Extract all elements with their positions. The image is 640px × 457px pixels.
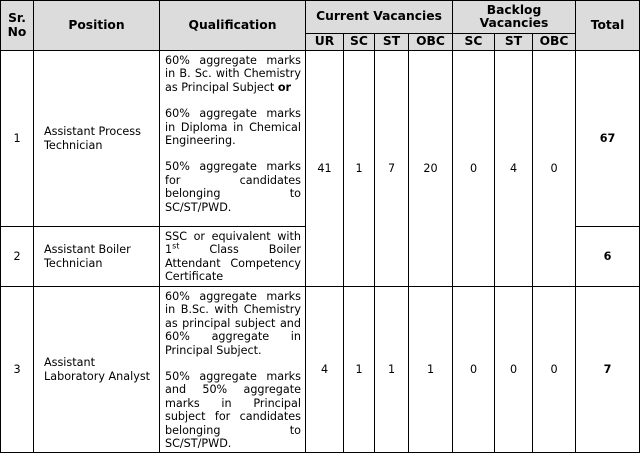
qualification-superscript: st — [172, 241, 180, 251]
subheader-current-st: ST — [375, 34, 409, 51]
position-cell: Assistant Process Technician — [34, 51, 160, 227]
current-obc-cell: 1 — [409, 287, 453, 453]
current-ur-cell: 41 — [306, 51, 344, 287]
qualification-text: 60% aggregate marks in B. Sc. with Chemistry as Principal Subject — [165, 54, 301, 94]
header-qualification: Qualification — [160, 1, 306, 51]
header-total: Total — [576, 1, 640, 51]
header-backlog-vacancies: Backlog Vacancies — [453, 1, 576, 34]
backlog-st-cell: 4 — [495, 51, 533, 287]
current-sc-cell: 1 — [344, 51, 375, 287]
current-obc-cell: 20 — [409, 51, 453, 287]
table-row — [1, 287, 640, 453]
qualification-paragraph — [165, 54, 301, 94]
backlog-sc-cell: 0 — [453, 51, 495, 287]
total-cell: 67 — [576, 51, 640, 227]
qualification-cell — [160, 227, 306, 287]
backlog-st-cell: 0 — [495, 287, 533, 453]
position-cell: Assistant Boiler Technician — [34, 227, 160, 287]
header-row — [1, 1, 640, 34]
backlog-obc-cell: 0 — [533, 51, 576, 287]
subheader-backlog-st: ST — [495, 34, 533, 51]
header-current-vacancies: Current Vacancies — [306, 1, 453, 34]
qualification-paragraph: 60% aggregate marks in Diploma in Chemical Engineering. — [165, 107, 301, 148]
qualification-paragraph — [165, 230, 301, 284]
subheader-current-obc: OBC — [409, 34, 453, 51]
position-cell: Assistant Laboratory Analyst — [34, 287, 160, 453]
backlog-obc-cell: 0 — [533, 287, 576, 453]
header-sr-no: Sr. No — [1, 1, 34, 51]
qualification-paragraph: 50% aggregate marks for candidates belonging to SC/ST/PWD. — [165, 160, 301, 214]
backlog-sc-cell: 0 — [453, 287, 495, 453]
subheader-backlog-sc: SC — [453, 34, 495, 51]
subheader-current-ur: UR — [306, 34, 344, 51]
header-position: Position — [34, 1, 160, 51]
sr-cell: 1 — [1, 51, 34, 227]
qualification-cell — [160, 287, 306, 453]
current-st-cell: 1 — [375, 287, 409, 453]
subheader-backlog-obc: OBC — [533, 34, 576, 51]
total-cell: 6 — [576, 227, 640, 287]
sr-cell: 3 — [1, 287, 34, 453]
sr-cell: 2 — [1, 227, 34, 287]
qualification-text: SSC or equivalent with 1 — [165, 230, 301, 257]
subheader-current-sc: SC — [344, 34, 375, 51]
total-cell: 7 — [576, 287, 640, 453]
table-row — [1, 51, 640, 227]
qualification-paragraph: 50% aggregate marks and 50% aggregate marks in Principal subject for candidates belonging to SC/ST/PWD. — [165, 370, 301, 451]
qualification-paragraph: 60% aggregate marks in B.Sc. with Chemistry as principal subject and 60% aggregate in Principal Subject. — [165, 290, 301, 357]
current-ur-cell: 4 — [306, 287, 344, 453]
current-st-cell: 7 — [375, 51, 409, 287]
qualification-cell — [160, 51, 306, 227]
qualification-text: Class Boiler Attendant Competency Certificate — [165, 243, 301, 284]
current-sc-cell: 1 — [344, 287, 375, 453]
qualification-or: or — [277, 80, 292, 94]
